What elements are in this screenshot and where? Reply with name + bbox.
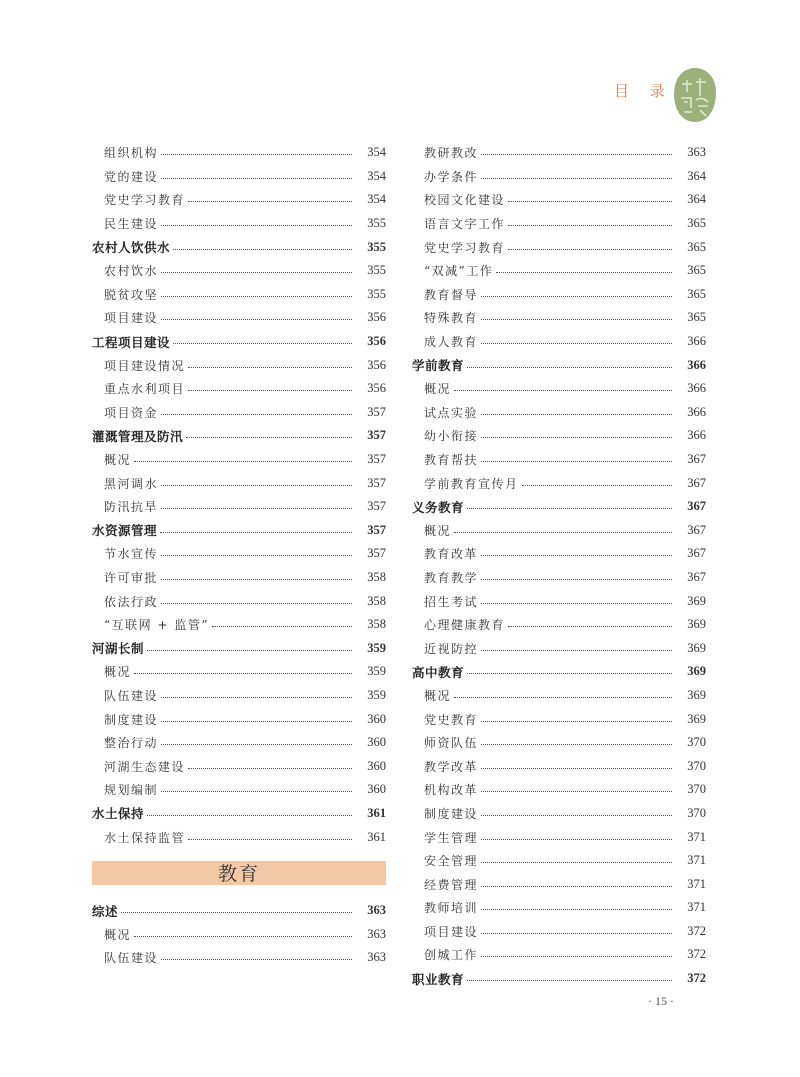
- dot-leader: [188, 366, 352, 368]
- toc-entry-label: 节水宣传: [104, 547, 159, 562]
- dot-leader: [496, 271, 672, 273]
- toc-entry-label: 河湖生态建设: [104, 759, 186, 774]
- toc-entry-page: 371: [687, 829, 706, 844]
- toc-entry[interactable]: [412, 448, 706, 472]
- dot-leader: [161, 484, 352, 486]
- toc-entry[interactable]: [92, 754, 386, 778]
- toc-entry-label: 职业教育: [412, 971, 465, 987]
- toc-entry-page: 369: [687, 687, 706, 702]
- dot-leader: [454, 389, 672, 391]
- toc-entry[interactable]: [92, 141, 386, 165]
- toc-entry-label: 组织机构: [104, 146, 159, 161]
- toc-entry-page: 366: [687, 404, 706, 419]
- toc-entry-label: 队伍建设: [104, 951, 159, 966]
- dot-leader: [188, 389, 352, 391]
- toc-entry-label: 成人教育: [424, 335, 479, 350]
- dot-leader: [481, 318, 672, 320]
- toc-entry-page: 360: [367, 711, 386, 726]
- toc-entry[interactable]: [412, 636, 706, 660]
- toc-entry[interactable]: [92, 495, 386, 519]
- dot-leader: [481, 436, 672, 438]
- toc-entry-page: 367: [687, 452, 706, 467]
- dot-leader: [173, 248, 352, 250]
- toc-entry-label: 学前教育宣传月: [424, 476, 519, 491]
- toc-entry[interactable]: [92, 542, 386, 566]
- dot-leader: [161, 224, 352, 226]
- toc-entry[interactable]: [412, 471, 706, 495]
- toc-section-entry[interactable]: [412, 495, 706, 519]
- toc-entry[interactable]: [92, 613, 386, 637]
- toc-entry-page: 366: [687, 334, 706, 349]
- toc-entry-label: 项目建设: [104, 311, 159, 326]
- toc-entry-page: 360: [367, 735, 386, 750]
- toc-entry-label: 概况: [104, 927, 132, 942]
- dot-leader: [467, 507, 672, 509]
- toc-entry-page: 358: [367, 593, 386, 608]
- toc-entry-page: 357: [367, 522, 386, 537]
- toc-entry[interactable]: [412, 212, 706, 236]
- toc-entry[interactable]: [92, 660, 386, 684]
- toc-section-entry[interactable]: [92, 235, 386, 259]
- dot-leader: [481, 790, 672, 792]
- dot-leader: [481, 413, 672, 415]
- toc-entry-label: 机构改革: [424, 783, 479, 798]
- toc-entry[interactable]: [92, 259, 386, 283]
- toc-entry-page: 365: [687, 310, 706, 325]
- toc-entry[interactable]: [412, 778, 706, 802]
- toc-entry-label: 规划编制: [104, 783, 159, 798]
- dot-leader: [481, 955, 672, 957]
- toc-entry-page: 365: [687, 263, 706, 278]
- dot-leader: [481, 460, 672, 462]
- toc-entry-page: 358: [367, 569, 386, 584]
- toc-entry-label: 灌溉管理及防汛: [92, 428, 184, 444]
- toc-entry-page: 366: [687, 428, 706, 443]
- toc-entry-label: 整治行动: [104, 736, 159, 751]
- dot-leader: [454, 696, 672, 698]
- toc-entry-page: 354: [367, 145, 386, 160]
- dot-leader: [481, 932, 672, 934]
- dot-leader: [147, 649, 352, 651]
- toc-entry-page: 357: [367, 475, 386, 490]
- toc-entry[interactable]: [412, 872, 706, 896]
- toc-entry-label: 项目资金: [104, 405, 159, 420]
- dot-leader: [481, 342, 672, 344]
- toc-entry-label: 水资源管理: [92, 523, 158, 539]
- toc-entry-label: 教育改革: [424, 547, 479, 562]
- toc-entry[interactable]: [412, 707, 706, 731]
- toc-entry-page: 357: [367, 499, 386, 514]
- toc-right-column: [412, 141, 706, 990]
- toc-entry[interactable]: [412, 401, 706, 425]
- toc-entry-label: 党史学习教育: [104, 193, 186, 208]
- toc-entry-page: 361: [367, 829, 386, 844]
- toc-entry-page: 363: [367, 950, 386, 965]
- dot-leader: [161, 295, 352, 297]
- dot-leader: [161, 696, 352, 698]
- toc-entry-label: 项目建设情况: [104, 358, 186, 373]
- toc-entry-label: 农村饮水: [104, 264, 159, 279]
- dot-leader: [481, 767, 672, 769]
- toc-entry-page: 371: [687, 876, 706, 891]
- toc-entry-label: 概况: [424, 523, 452, 538]
- toc-entry[interactable]: [92, 684, 386, 708]
- toc-entry-page: 354: [367, 192, 386, 207]
- dot-leader: [161, 413, 352, 415]
- toc-entry-page: 355: [367, 263, 386, 278]
- dot-leader: [161, 790, 352, 792]
- toc-entry-label: 教学改革: [424, 759, 479, 774]
- toc-entry-label: 综述: [92, 903, 119, 919]
- toc-entry-page: 370: [687, 805, 706, 820]
- toc-entry-label: 创城工作: [424, 948, 479, 963]
- toc-entry-label: 队伍建设: [104, 688, 159, 703]
- dot-leader: [173, 342, 352, 344]
- toc-entry-page: 372: [687, 971, 706, 986]
- toc-entry-label: 党史学习教育: [424, 240, 506, 255]
- toc-entry-label: 概况: [424, 382, 452, 397]
- toc-entry-page: 364: [687, 192, 706, 207]
- toc-entry-page: 370: [687, 782, 706, 797]
- dot-leader: [467, 672, 672, 674]
- toc-entry-page: 367: [687, 522, 706, 537]
- toc-entry[interactable]: [412, 283, 706, 307]
- toc-entry[interactable]: [92, 731, 386, 755]
- toc-entry[interactable]: [412, 165, 706, 189]
- toc-entry[interactable]: [92, 825, 386, 849]
- dot-leader: [147, 814, 352, 816]
- toc-entry[interactable]: [412, 519, 706, 543]
- dot-leader: [508, 200, 672, 202]
- toc-entry-page: 369: [687, 711, 706, 726]
- dot-leader: [481, 554, 672, 556]
- toc-section-entry[interactable]: [92, 330, 386, 354]
- toc-entry-label: 校园文化建设: [424, 193, 506, 208]
- toc-entry[interactable]: [92, 377, 386, 401]
- toc-entry[interactable]: [412, 589, 706, 613]
- toc-entry-label: 语言文字工作: [424, 217, 506, 232]
- toc-entry-page: 369: [687, 617, 706, 632]
- dot-leader: [481, 720, 672, 722]
- toc-entry-page: 371: [687, 853, 706, 868]
- dot-leader: [161, 318, 352, 320]
- dot-leader: [481, 177, 672, 179]
- toc-entry-label: 高中教育: [412, 664, 465, 680]
- toc-entry-page: 359: [367, 664, 386, 679]
- section-banner: 教育: [92, 861, 386, 885]
- toc-entry-page: 370: [687, 758, 706, 773]
- toc-entry-label: 农村人饮供水: [92, 240, 171, 256]
- toc-entry[interactable]: [412, 377, 706, 401]
- toc-entry[interactable]: [412, 896, 706, 920]
- dot-leader: [481, 908, 672, 910]
- toc-entry-label: 学前教育: [412, 358, 465, 374]
- toc-section-entry[interactable]: [92, 519, 386, 543]
- toc-entry[interactable]: [92, 946, 386, 970]
- toc-entry-page: 357: [367, 428, 386, 443]
- toc-entry[interactable]: [92, 707, 386, 731]
- toc-entry-page: 366: [687, 357, 706, 372]
- toc-entry-page: 366: [687, 381, 706, 396]
- toc-entry[interactable]: [412, 141, 706, 165]
- toc-entry-page: 357: [367, 452, 386, 467]
- toc-left-column: [92, 141, 386, 970]
- dot-leader: [481, 861, 672, 863]
- toc-entry-page: 367: [687, 569, 706, 584]
- page-number: · 15 ·: [648, 994, 674, 1008]
- toc-section-entry[interactable]: [92, 899, 386, 923]
- toc-entry-label: 教育督导: [424, 287, 479, 302]
- toc-entry-page: 360: [367, 782, 386, 797]
- toc-entry[interactable]: [92, 165, 386, 189]
- toc-entry-label: 民生建设: [104, 217, 159, 232]
- toc-entry[interactable]: [412, 825, 706, 849]
- toc-entry-page: 359: [367, 640, 386, 655]
- dot-leader: [481, 885, 672, 887]
- toc-entry-label: 工程项目建设: [92, 334, 171, 350]
- dot-leader: [161, 177, 352, 179]
- toc-entry-label: “双减”工作: [424, 264, 494, 279]
- toc-entry-page: 363: [367, 926, 386, 941]
- toc-entry-label: 党的建设: [104, 169, 159, 184]
- toc-entry[interactable]: [92, 778, 386, 802]
- header-title: 目 录: [614, 82, 673, 100]
- toc-entry-label: 教研教改: [424, 146, 479, 161]
- toc-entry-page: 369: [687, 640, 706, 655]
- toc-entry-page: 365: [687, 239, 706, 254]
- toc-entry[interactable]: [92, 353, 386, 377]
- toc-entry[interactable]: [412, 330, 706, 354]
- toc-entry[interactable]: [412, 188, 706, 212]
- dot-leader: [508, 625, 672, 627]
- toc-entry-page: 355: [367, 216, 386, 231]
- dot-leader: [481, 295, 672, 297]
- toc-section-entry[interactable]: [412, 353, 706, 377]
- dot-leader: [121, 911, 352, 913]
- toc-entry[interactable]: [412, 424, 706, 448]
- toc-entry-label: 概况: [104, 665, 132, 680]
- toc-entry-label: 河湖长制: [92, 641, 145, 657]
- toc-entry-label: 黑河调水: [104, 476, 159, 491]
- dot-leader: [161, 602, 352, 604]
- toc-entry-page: 365: [687, 286, 706, 301]
- toc-section-entry[interactable]: [92, 802, 386, 826]
- toc-entry-page: 367: [687, 546, 706, 561]
- toc-entry[interactable]: [92, 212, 386, 236]
- toc-entry[interactable]: [92, 471, 386, 495]
- toc-entry-page: 355: [367, 239, 386, 254]
- toc-entry-page: 358: [367, 617, 386, 632]
- dot-leader: [454, 531, 672, 533]
- toc-entry-label: 试点实验: [424, 405, 479, 420]
- toc-entry-label: 幼小衔接: [424, 429, 479, 444]
- toc-entry[interactable]: [92, 401, 386, 425]
- toc-entry-label: 概况: [424, 688, 452, 703]
- dot-leader: [212, 625, 352, 627]
- dot-leader: [481, 649, 672, 651]
- toc-entry-page: 356: [367, 357, 386, 372]
- toc-entry-page: 369: [687, 593, 706, 608]
- toc-entry-label: 脱贫攻坚: [104, 287, 159, 302]
- toc-entry-label: “互联网 + 监管”: [104, 618, 209, 633]
- toc-entry-page: 360: [367, 758, 386, 773]
- toc-entry-label: 心理健康教育: [424, 618, 506, 633]
- toc-entry-label: 招生考试: [424, 594, 479, 609]
- toc-entry-label: 近视防控: [424, 641, 479, 656]
- toc-entry[interactable]: [412, 802, 706, 826]
- toc-entry[interactable]: [412, 731, 706, 755]
- toc-entry-label: 党史教育: [424, 712, 479, 727]
- dot-leader: [188, 767, 352, 769]
- toc-entry[interactable]: [412, 259, 706, 283]
- toc-section-entry[interactable]: [412, 660, 706, 684]
- toc-entry-page: 367: [687, 499, 706, 514]
- dot-leader: [481, 814, 672, 816]
- dot-leader: [188, 200, 352, 202]
- toc-entry-page: 356: [367, 310, 386, 325]
- toc-section-entry[interactable]: [92, 424, 386, 448]
- toc-entry-page: 363: [687, 145, 706, 160]
- dot-leader: [467, 366, 672, 368]
- toc-entry-label: 办学条件: [424, 169, 479, 184]
- toc-entry-label: 义务教育: [412, 499, 465, 515]
- toc-entry-label: 教师培训: [424, 901, 479, 916]
- toc-entry-label: 概况: [104, 453, 132, 468]
- toc-entry[interactable]: [412, 943, 706, 967]
- toc-entry[interactable]: [412, 613, 706, 637]
- toc-entry-page: 364: [687, 168, 706, 183]
- dot-leader: [160, 531, 352, 533]
- toc-entry[interactable]: [92, 306, 386, 330]
- dot-leader: [161, 720, 352, 722]
- toc-entry[interactable]: [92, 448, 386, 472]
- toc-entry-label: 特殊教育: [424, 311, 479, 326]
- toc-entry-page: 370: [687, 735, 706, 750]
- toc-entry[interactable]: [412, 566, 706, 590]
- dot-leader: [186, 436, 352, 438]
- toc-entry-label: 项目建设: [424, 924, 479, 939]
- toc-entry-label: 师资队伍: [424, 736, 479, 751]
- toc-entry-page: 359: [367, 687, 386, 702]
- toc-entry-page: 363: [367, 903, 386, 918]
- toc-section-entry[interactable]: [412, 967, 706, 991]
- toc-entry-label: 水土保持: [92, 806, 145, 822]
- dot-leader: [481, 578, 672, 580]
- dot-leader: [161, 743, 352, 745]
- toc-entry[interactable]: [92, 188, 386, 212]
- toc-entry[interactable]: [412, 920, 706, 944]
- toc-entry[interactable]: [412, 542, 706, 566]
- toc-entry-page: 356: [367, 334, 386, 349]
- toc-entry-page: 361: [367, 805, 386, 820]
- toc-entry-label: 依法行政: [104, 594, 159, 609]
- toc-entry[interactable]: [412, 306, 706, 330]
- toc-entry-page: 372: [687, 923, 706, 938]
- toc-entry[interactable]: [92, 589, 386, 613]
- dot-leader: [508, 248, 672, 250]
- dot-leader: [522, 484, 672, 486]
- toc-entry-label: 学生管理: [424, 830, 479, 845]
- toc-entry-label: 重点水利项目: [104, 382, 186, 397]
- dot-leader: [161, 958, 352, 960]
- dot-leader: [481, 153, 672, 155]
- toc-entry-label: 水土保持监管: [104, 830, 186, 845]
- toc-entry-label: 经费管理: [424, 877, 479, 892]
- toc-entry-label: 制度建设: [104, 712, 159, 727]
- toc-entry-page: 372: [687, 947, 706, 962]
- toc-entry[interactable]: [92, 283, 386, 307]
- dot-leader: [134, 672, 352, 674]
- toc-entry-page: 371: [687, 900, 706, 915]
- toc-section-entry[interactable]: [92, 636, 386, 660]
- dot-leader: [161, 578, 352, 580]
- dot-leader: [161, 507, 352, 509]
- dot-leader: [134, 460, 352, 462]
- toc-entry-page: 369: [687, 664, 706, 679]
- toc-entry[interactable]: [92, 566, 386, 590]
- toc-entry-page: 357: [367, 404, 386, 419]
- toc-entry[interactable]: [412, 235, 706, 259]
- toc-entry[interactable]: [92, 922, 386, 946]
- dot-leader: [508, 224, 672, 226]
- dot-leader: [134, 935, 352, 937]
- toc-entry[interactable]: [412, 849, 706, 873]
- toc-entry-label: 许可审批: [104, 570, 159, 585]
- toc-entry[interactable]: [412, 684, 706, 708]
- dot-leader: [161, 554, 352, 556]
- seal-logo: [672, 66, 718, 124]
- toc-entry-label: 安全管理: [424, 854, 479, 869]
- dot-leader: [481, 602, 672, 604]
- dot-leader: [188, 838, 352, 840]
- toc-entry-label: 防汛抗旱: [104, 500, 159, 515]
- toc-entry-page: 355: [367, 286, 386, 301]
- toc-entry[interactable]: [412, 754, 706, 778]
- dot-leader: [481, 838, 672, 840]
- dot-leader: [481, 743, 672, 745]
- toc-entry-label: 教育帮扶: [424, 453, 479, 468]
- toc-entry-page: 356: [367, 381, 386, 396]
- toc-entry-page: 354: [367, 168, 386, 183]
- toc-entry-page: 365: [687, 216, 706, 231]
- toc-entry-page: 367: [687, 475, 706, 490]
- dot-leader: [161, 153, 352, 155]
- toc-entry-label: 教育教学: [424, 570, 479, 585]
- toc-entry-page: 357: [367, 546, 386, 561]
- dot-leader: [467, 979, 672, 981]
- toc-entry-label: 制度建设: [424, 806, 479, 821]
- dot-leader: [161, 271, 352, 273]
